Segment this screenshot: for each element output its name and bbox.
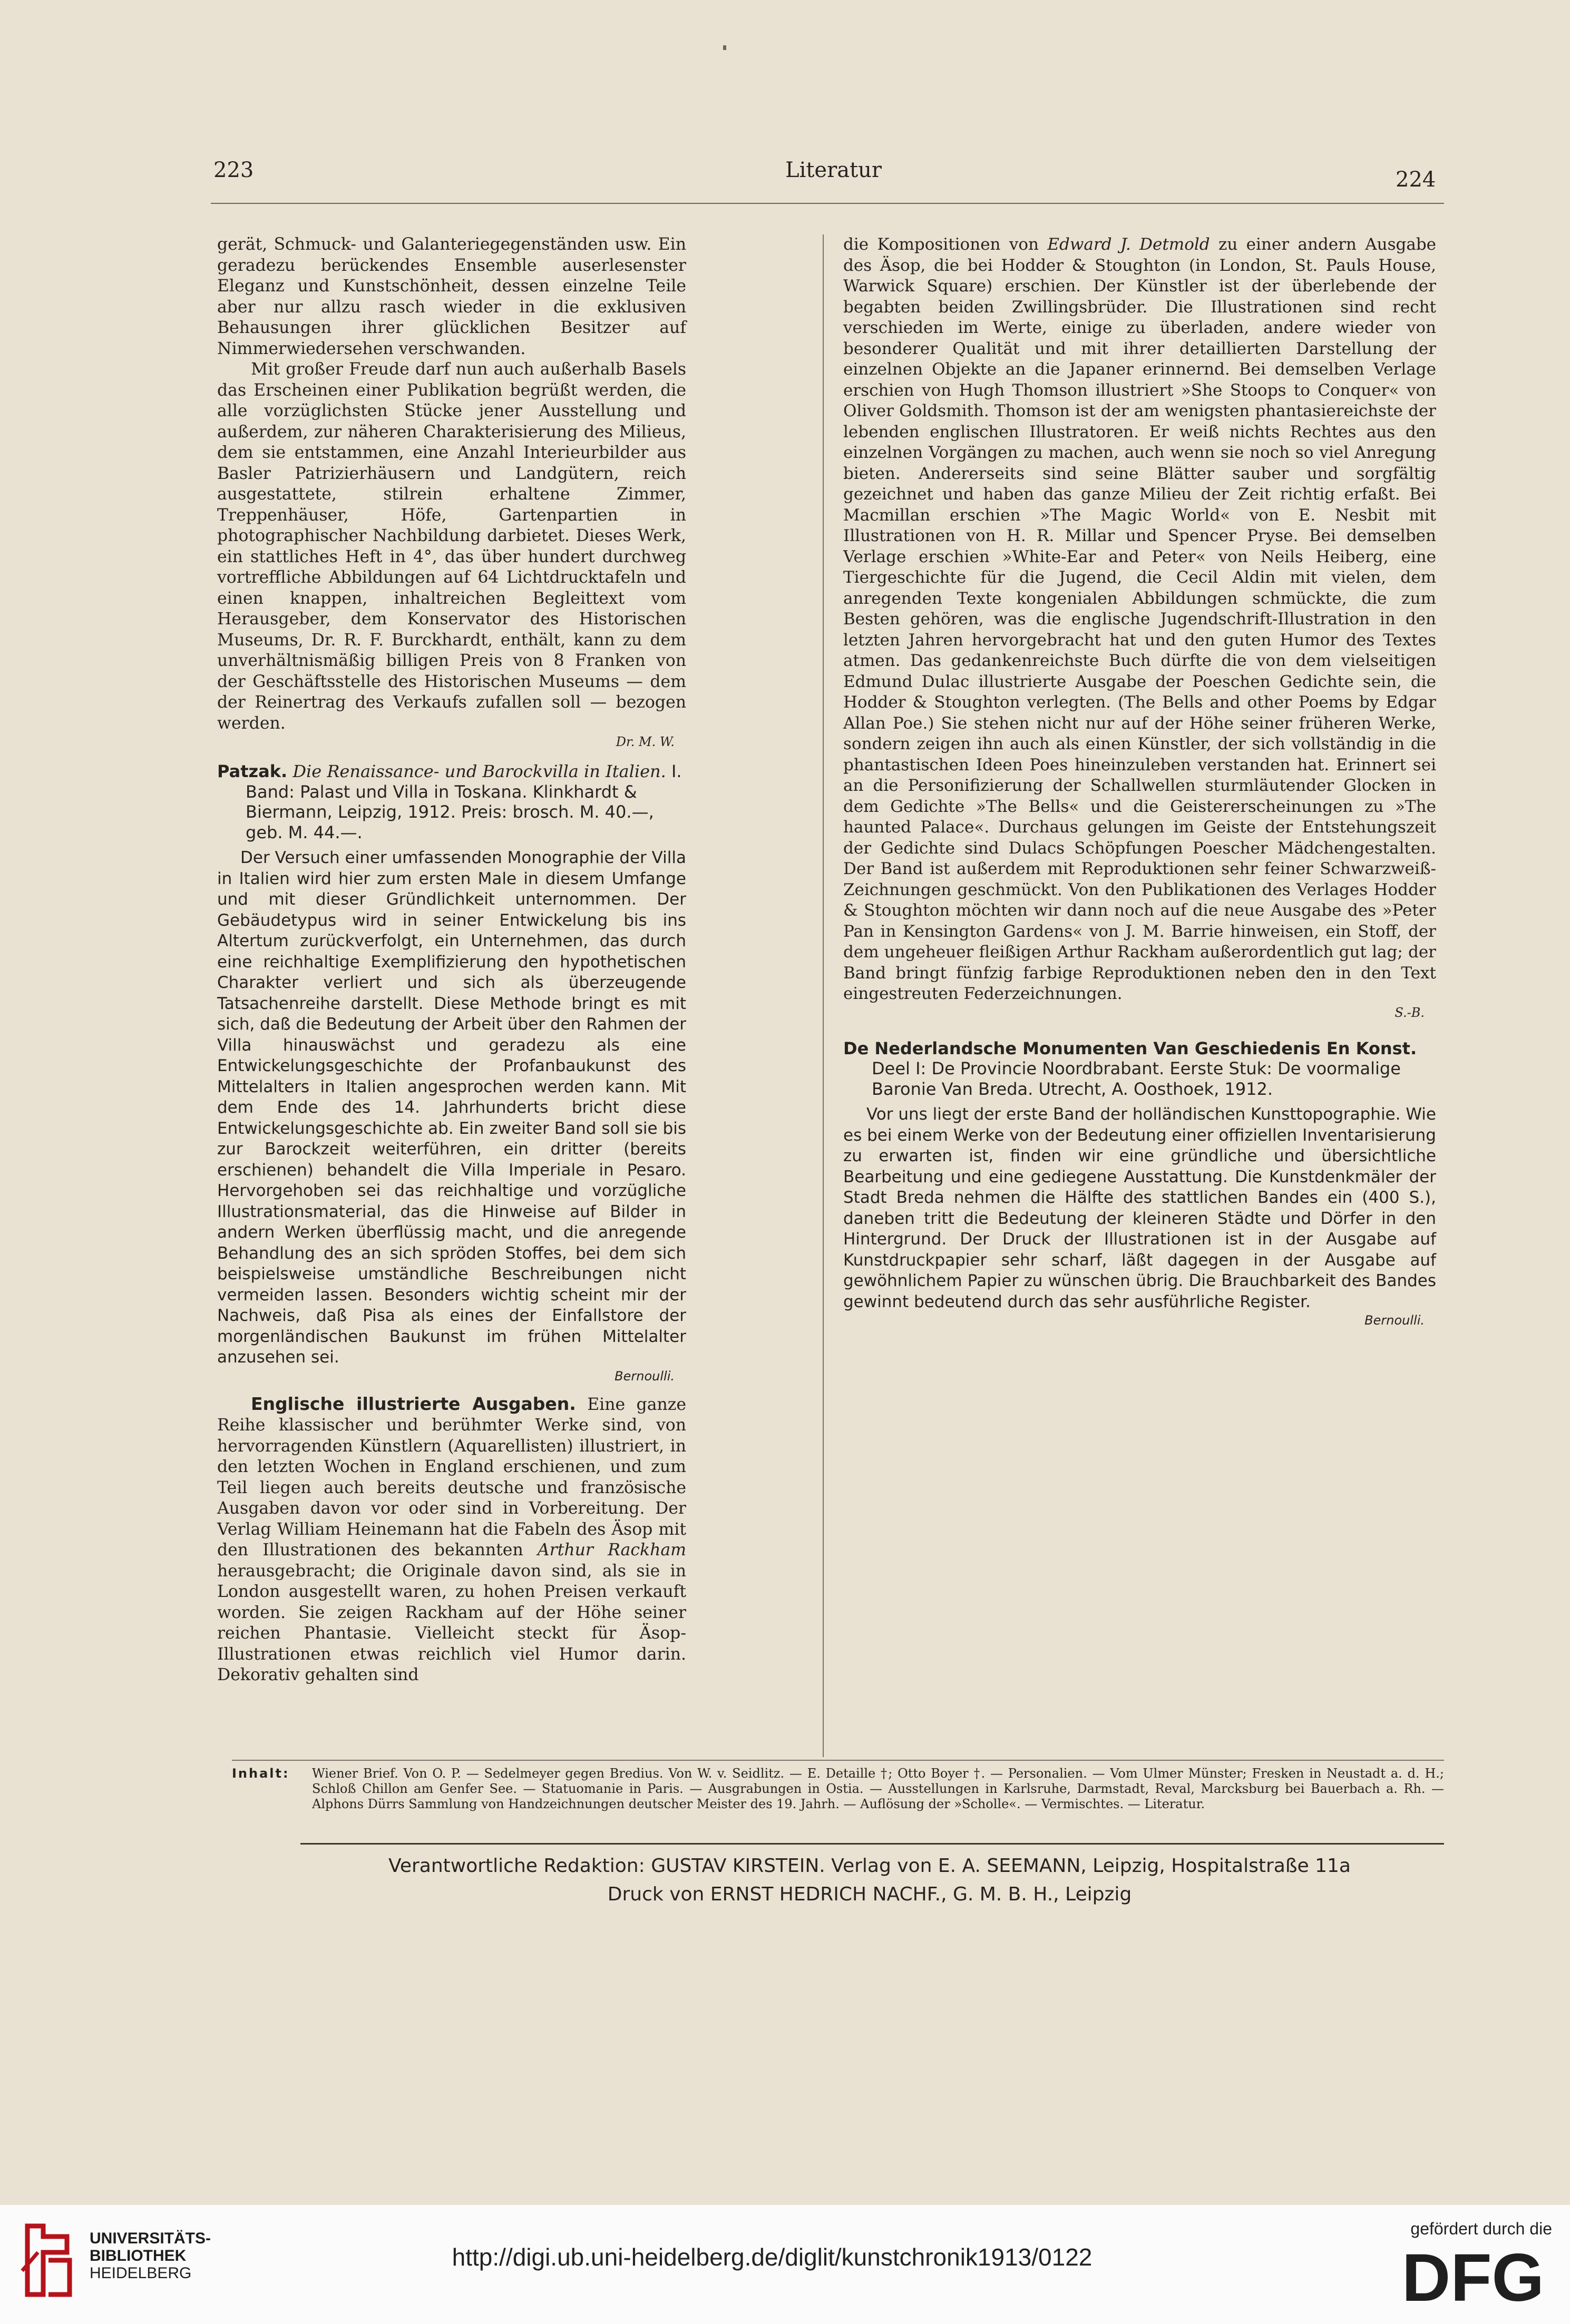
artist-name: Edward J. Detmold (1047, 235, 1210, 254)
permalink[interactable]: http://digi.ub.uni-heidelberg.de/diglit/kunstchronik1913/0122 (452, 2243, 1093, 2271)
dfg-logo-icon (1394, 2242, 1552, 2310)
review-heading-patzak (217, 761, 686, 842)
signature: S.-B. (1395, 1005, 1425, 1020)
library-name-line: HEIDELBERG (90, 2264, 192, 2282)
signature: Bernoulli. (1364, 1313, 1425, 1328)
paragraph-text: Eine ganze Reihe klassischer und berühmter Werke sind, von hervorragenden Künstlern (Aquarellisten) illustriert, in den letzten Wochen in England erschienen, und zum Teil liegen auch bereits deutsche und französische Ausgaben davon vor oder sind in Vorbereitung. Der Verlag William Heinemann hat die Fabeln des Äsop mit den Illustrationen des bekannten (217, 1395, 686, 1560)
paragraph-text: herausgebracht; die Originale davon sind, als sie in London ausgestellt waren, zu hohen Preisen verkauft worden. Sie zeigen Rackham auf der Höhe seiner reichen Phantasie. Vielleicht steckt für Äsop-Illustrationen etwas reichlich viel Humor darin. Dekorativ gehalten sind (217, 1561, 686, 1684)
column-rule (823, 234, 824, 1757)
running-title: Literatur (785, 158, 882, 182)
left-paragraph-1: gerät, Schmuck- und Galanteriegegenständen usw. Ein geradezu berückendes Ensemble auserlesenster Eleganz und Kunstschönheit, dessen einzelne Teile aber nur allzu rasch wieder in die exklusiven Behausungen ihrer glücklichen Besitzer auf Nimmerwiedersehen verschwanden. (217, 235, 686, 358)
header-rule (211, 203, 1444, 204)
left-paragraph-2: Mit großer Freude darf nun auch außerhalb Basels das Erscheinen einer Publikation begrüßt werden, die alle vorzüglichsten Stücke jener Ausstellung und außerdem, zur näheren Charakterisierung des Milieus, dem sie entstammen, eine Anzahl Interieurbilder aus Basler Patrizierhäusern und Landgütern, reich ausgestattete, stilrein erhaltene Zimmer, Treppenhäuser, Höfe, Gartenpartien in photographischer Nachbildung darbietet. Dieses Werk, ein stattliches Heft in 4°, das über hundert durchweg vortreffliche Abbildungen auf 64 Lichtdrucktafeln und einen knappen, inhaltreichen Begleittext vom Herausgeber, dem Konservator des Historischen Museums, Dr. R. F. Burckhardt, enthält, kann zu dem unverhältnismäßig billigen Preis von 8 Franken von der Geschäftsstelle des Historischen Museums — dem der Reinertrag des Verkaufs zufallen soll — bezogen werden. (217, 360, 686, 733)
book-details: Deel I: De Provincie Noordbrabant. Eerste Stuk: De voormalige Baronie Van Breda. Utrecht, A. Oosthoek, 1912. (872, 1058, 1401, 1099)
right-column (843, 234, 1436, 1328)
signature: Bernoulli. (615, 1368, 675, 1384)
review-body-nederlandsche (843, 1104, 1436, 1328)
review-paragraph: Vor uns liegt der erste Band der holländischen Kunsttopographie. Wie es bei einem Werke von der Bedeutung einer offiziellen Inventarisierung zu erwarten ist, finden wir eine gründliche und übersichtliche Bearbeitung und eine gediegene Ausstattung. Die Kunstdenkmäler der Stadt Breda nehmen die Hälfte des stattlichen Bandes ein (400 S.), daneben tritt die Bedeutung der kleineren Städte und Dörfer in den Hintergrund. Der Druck der Illustrationen ist in der Ausgabe auf Kunstdruckpapier sehr scharf, läßt dagegen in der Ausgabe auf gewöhnlichem Papier zu wünschen übrig. Die Brauchbarkeit des Bandes gewinnt bedeutend durch das sehr ausführliche Register. (843, 1105, 1436, 1311)
dfg-logo-text: DFG (1401, 2242, 1545, 2310)
library-name (90, 2230, 211, 2282)
book-details: I. Band: Palast und Villa in Toskana. Klinkhardt & Biermann, Leipzig, 1912. Preis: brosch. M. 40.—, geb. M. 44.—. (246, 761, 682, 842)
review-paragraph-englische (217, 1394, 686, 1686)
imprint-rule (300, 1843, 1444, 1845)
review-body-patzak (217, 848, 686, 1384)
author-name: Patzak. (217, 761, 288, 781)
left-column (217, 234, 686, 1686)
page-speck (723, 45, 726, 50)
artist-name: Arthur Rackham (537, 1541, 687, 1560)
table-of-contents (232, 1766, 1444, 1812)
paragraph-text: zu einer andern Ausgabe des Äsop, die bei Hodder & Stoughton (in London, St. Pauls House, Warwick Square) erschien. Der Künstler ist der überlebende der begabten beiden Zwillingsbrüder. Die Illustrationen sind recht verschieden im Werte, einige zu überladen, andere wieder von besonderer Qualität und mit ihrer detaillierten Darstellung der einzelnen Objekte an die Japaner erinnernd. Bei demselben Verlage erschien von Hugh Thomson illustriert »She Stoops to Conquer« von Oliver Goldsmith. Thomson ist der am wenigsten phantasiereichste der lebenden englischen Illustratoren. Er weiß nichts Rechtes aus den einzelnen Vorgängen zu machen, auch wenn sie noch so viel Anregung bieten. Andererseits sind seine Blätter sauber und sorgfältig gezeichnet und haben das ganze Milieu der Zeit richtig erfaßt. Bei Macmillan erschien »The Magic World« von E. Nesbit mit Illustrationen von H. R. Millar und Spencer Pryse. Bei demselben Verlage erschien »White-Ear and Peter« von Neils Heiberg, eine Tiergeschichte für die Jugend, die Cecil Aldin mit vielen, dem anregenden Texte kongenialen Abbildungen schmückte, die zum Besten gehören, was die englische Jugendschrift-Illustration in den letzten Jahren hervorgebracht hat und den guten Humor des Textes atmen. Das gedankenreichste Buch dürfte die von dem vielseitigen Edmund Dulac illustrierte Ausgabe der Poeschen Gedichte sein, die Hodder & Stoughton verlegten. (The Bells and other Poems by Edgar Allan Poe.) Sie stehen nicht nur auf der Höhe seiner früheren Werke, sondern zeigen ihn auch als einen Künstler, der sich vollständig in die phantastischen Ideen Poes hineinzuleben verstanden hat. Erinnert sei an die Personifizierung der Schallwellen sturmläutender Glocken in dem Gedichte »The Bells« und die Geistererscheinungen zu »The haunted Palace«. Durchaus gelungen im Geiste der Entstehungszeit der Gedichte sind Dulacs Schöpfungen Poescher Mädchengestalten. Der Band ist außerdem mit Reproduktionen sehr feiner Schwarzweiß-Zeichnungen geschmückt. Von den Publikationen des Verlages Hodder & Stoughton möchten wir dann noch auf die neue Ausgabe des »Peter Pan in Kensington Gardens« von J. M. Barrie hinweisen, ein Stoff, der dem ungeheuer fleißigen Arthur Rackham außerordentlich gut lag; der Band bringt fünfzig farbige Reproduktionen neben den in den Text eingestreuten Federzeichnungen. (843, 235, 1437, 1003)
section-heading: Englische illustrierte Ausgaben. (251, 1393, 576, 1414)
imprint-printer: Druck von ERNST HEDRICH NACHF., G. M. B. H., Leipzig (607, 1884, 1132, 1905)
library-name-line: BIBLIOTHEK (90, 2247, 187, 2264)
review-heading-nederlandsche (843, 1038, 1436, 1100)
right-paragraph-1 (843, 234, 1436, 1005)
imprint-editorial: Verantwortliche Redaktion: GUSTAV KIRSTEIN. Verlag von E. A. SEEMANN, Leipzig, Hospitalstraße 11a (388, 1855, 1351, 1877)
university-library-logo-icon (17, 2221, 80, 2300)
inhalt-rule (232, 1760, 1444, 1761)
funding-note: gefördert durch die (1410, 2219, 1552, 2238)
book-title: De Nederlandsche Monumenten Van Geschiedenis En Konst. (843, 1038, 1417, 1058)
signature: Dr. M. W. (616, 734, 675, 749)
book-title: Die Renaissance- und Barockvilla in Italien. (292, 761, 666, 781)
page-number-left: 223 (213, 158, 254, 182)
contents-label: Inhalt: (232, 1766, 290, 1781)
review-paragraph: Der Versuch einer umfassenden Monographie der Villa in Italien wird hier zum ersten Male in diesem Umfange und mit dieser Gründlichkeit unternommen. Der Gebäudetypus wird in seiner Entwickelung bis ins Altertum zurückverfolgt, ein Unternehmen, das durch eine reichhaltige Exemplifizierung den hypothetischen Charakter verliert und sich als überzeugende Tatsachenreihe darstellt. Diese Methode bringt es mit sich, daß die Bedeutung der Arbeit über den Rahmen der Villa hinauswächst und geradezu als eine Entwickelungsgeschichte der Profanbaukunst des Mittelalters in Italien angesprochen werden kann. Mit dem Ende des 14. Jahrhunderts bricht diese Entwickelungsgeschichte ab. Ein zweiter Band soll sie bis zur Barockzeit weiterführen, ein dritter (bereits erschienen) behandelt die Villa Imperiale in Pesaro. Hervorgehoben sei das reichhaltige und vorzügliche Illustrationsmaterial, das die Hinweise auf Bilder in andern Werken überflüssig macht, und die anregende Behandlung des an sich spröden Stoffes, bei dem sich beispielsweise umständliche Beschreibungen nicht vermeiden lassen. Besonders wichtig scheint mir der Nachweis, daß Pisa als eines der Einfallstore der morgenländischen Baukunst im frühen Mittelalter anzusehen sei. (217, 848, 686, 1367)
library-name-line: UNIVERSITÄTS- (90, 2230, 211, 2247)
paragraph-text: die Kompositionen von (843, 235, 1039, 254)
page-number-right: 224 (1396, 168, 1436, 192)
contents-text: Wiener Brief. Von O. P. — Sedelmeyer gegen Bredius. Von W. v. Seidlitz. — E. Detaille †; Otto Boyer †. — Personalien. — Vom Ulmer Münster; Fresken in Neustadt a. d. H.; Schloß Chillon am Genfer See. — Statuomanie in Paris. — Ausgrabungen in Ostia. — Ausstellungen in Karlsruhe, Darmstadt, Reval, Marcksburg bei Bauerbach a. Rh. — Alphons Dürrs Sammlung von Handzeichnungen deutscher Meister des 19. Jahrh. — Auflösung der »Scholle«. — Vermischtes. — Literatur. (312, 1766, 1444, 1811)
